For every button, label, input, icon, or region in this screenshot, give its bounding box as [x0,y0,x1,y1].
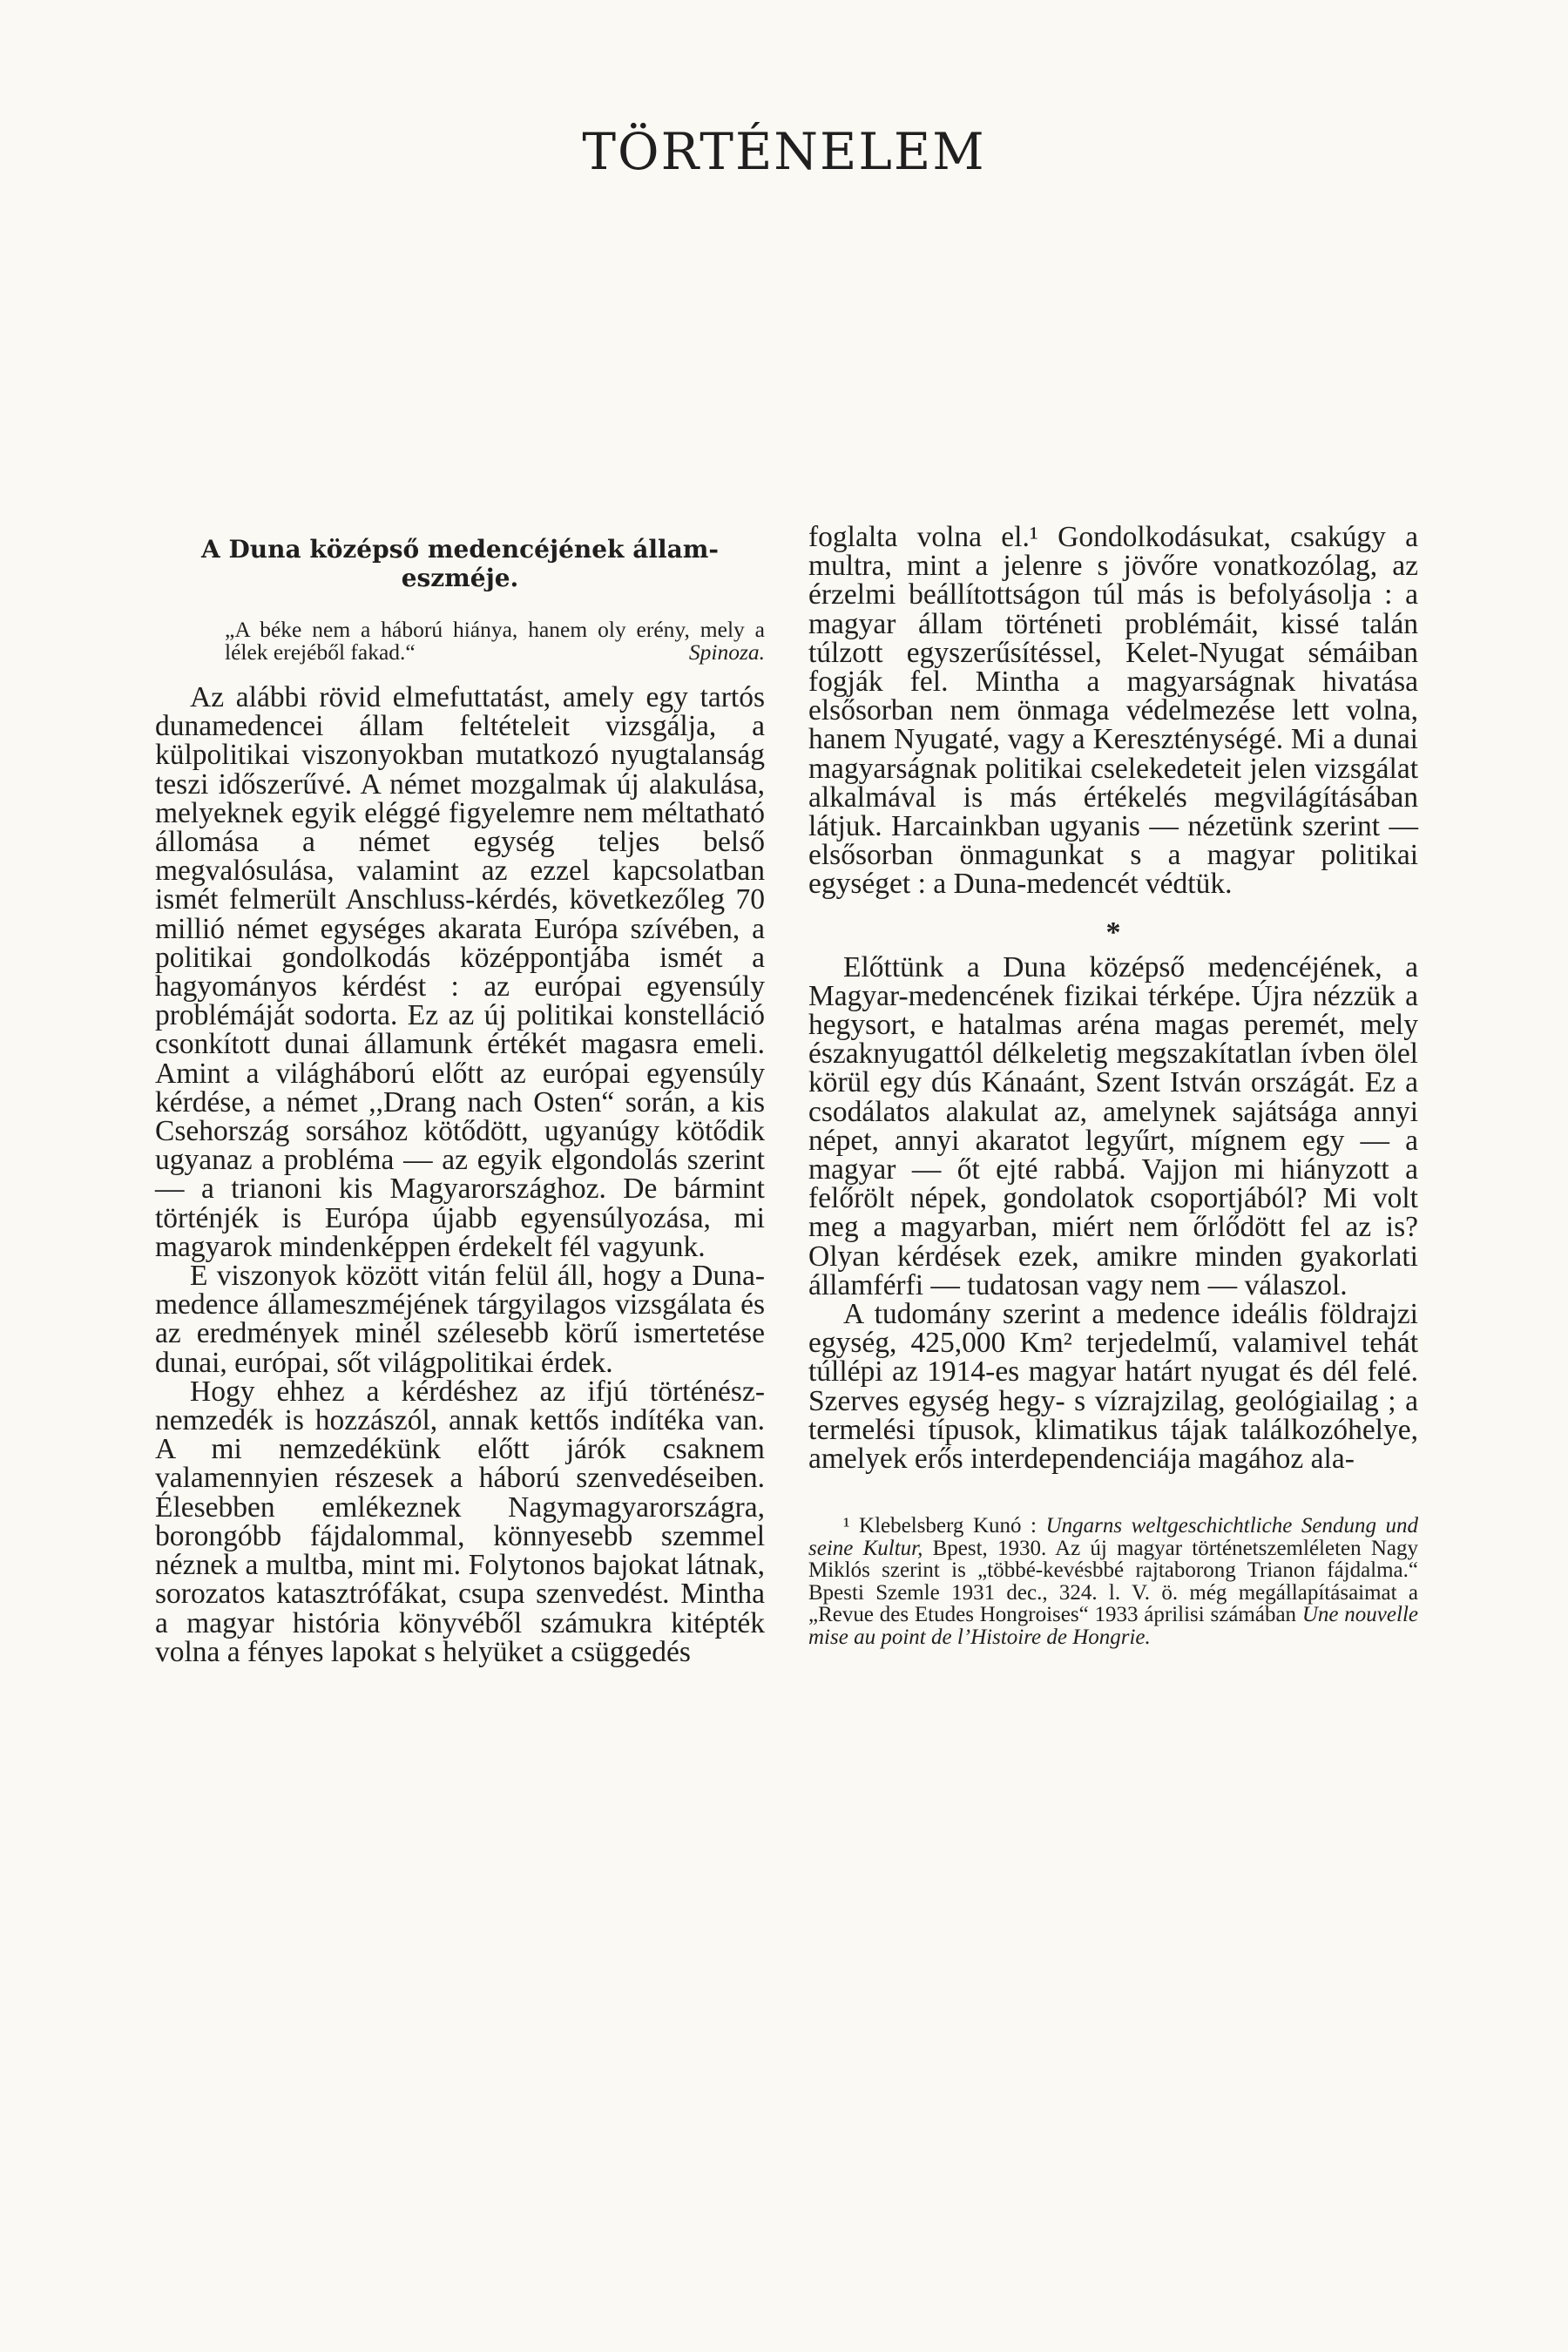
footnote-marker: ¹ [843,1514,850,1538]
epigraph [225,618,765,664]
article-title: A Duna középső medencéjének állam-eszméje. [200,535,720,592]
footnote-cited-article: Une nouvelle mise au point de l’Histoire de Hongrie. [808,1603,1418,1649]
paragraph: E viszonyok között vitán felül áll, hogy a Duna-medence állameszméjének tárgyilagos vizsgálata és az eredmények minél szélesebb körű ismertetése dunai, európai, sőt világpolitikai érdek. [155,1260,765,1379]
paragraph: A tudomány szerint a medence ideális földrajzi egység, 425,000 Km² terjedelmű, valamivel tehát túllépi az 1914-es magyar határt nyugat és dél felé. Szerves egység hegy- s vízrajzilag, geológiailag ; a termelési típusok, klimatikus tájak találkozóhelye, amelyek erős interdependenciája magához ala- [808,1298,1418,1476]
footnote [808,1515,1418,1648]
paragraph: Előttünk a Duna középső medencéjének, a Magyar-medencének fizikai térképe. Újra nézzük a hegysort, e hatalmas aréna magas peremét, mely északnyugattól délkeletig megszakítatlan ívben ölel körül egy dús Kánaánt, Szent István országát. Ez a csodálatos alakulat az, amelynek sajátsága annyi népet, annyi akaratot legyűrt, mígnem egy — a magyar — őt ejté rabbá. Vajjon mi hiányzott a felőrölt népek, gondolatok csoportjából? Mi volt meg a magyarban, miért nem őrlődött fel az is? Olyan kérdések ezek, amikre minden gyakorlati államférfi — tudatosan vagy nem — válaszol. [808,950,1418,1301]
footnote-text: Bpest, 1930. Az új magyar történetszemléleten Nagy Miklós szerint is „többé-kevésbbé rajtaborong Trianon fájdalma.“ Bpesti Szemle 1931 dec., 324. l. V. ö. még megállapításaimat a „Revue des Etudes Hongroises“ 1933 áprilisi számában [808,1536,1418,1627]
paragraph: Hogy ehhez a kérdéshez az ifjú történész-nemzedék is hozzászól, annak kettős indítéka van. A mi nemzedékünk előtt járók csaknem valamennyien részesek a háború szenvedéseiben. Élesebben emlékeznek Nagymagyarországra, borongóbb fájdalommal, könnyesebb szemmel néznek a multba, mint mi. Folytonos bajokat látnak, sorozatos katasztrófákat, csupa szenvedést. Mintha a magyar história könyvéből számukra kitépték volna a fényes lapokat s helyüket a csüggedés [155,1375,765,1668]
paragraph: Az alábbi rövid elmefuttatást, amely egy tartós dunamedencei állam feltételeit vizsgálja, a külpolitikai viszonyokban mutatkozó nyugtalanság teszi időszerűvé. A német mozgalmak új alakulása, melyeknek egyik eléggé figyelemre nem méltatható állomása a német egység teljes belső megvalósulása, valamint az ezzel kapcsolatban ismét felmerült Anschluss-kérdés, következőleg 70 millió német egységes akarata Európa szívében, a politikai gondolkodás középpontjába ismét a hagyományos kérdést : az európai egyensúly problémáját sodorta. Ez az új politikai konstelláció csonkított dunai államunk értékét magasra emeli. Amint a világháború előtt az európai egyensúly kérdése, a német ,,Drang nach Osten“ során, a kis Csehország sorsához kötődött, ugyanúgy kötődik ugyanaz a probléma — az egyik elgondolás szerint — a trianoni kis Magyarországhoz. De bármint történjék is Európa újabb egyensúlyozása, mi magyarok mindenképpen érdekelt fél vagyunk. [155,681,765,1263]
epigraph-quote: „A béke nem a háború hiánya, hanem oly erény, mely a lélek erejéből fakad.“ [225,617,765,665]
footnote-cited-title: Ungarns weltgeschichtliche Sendung und seine Kultur, [808,1514,1418,1560]
page-heading: TÖRTÉNELEM [582,122,986,181]
paragraph: foglalta volna el.¹ Gondolkodásukat, csakúgy a multra, mint a jelenre s jövőre vonatkozólag, az érzelmi beállítottságon túl más is befolyásolja : a magyar állam történeti problémáit, kissé talán túlzott egyszerűsítéssel, Kelet-Nyugat sémáiban fogják fel. Mintha a magyarságnak hivatása elsősorban nem önmaga védelmezése lett volna, hanem Nyugaté, vagy a Kereszténységé. Mi a dunai magyarságnak politikai cselekedeteit jelen vizsgálat alkalmával is más értékelés megvilágításában látjuk. Harcainkban ugyanis — nézetünk szerint — elsősorban önmagunkat s a magyar politikai egységet : a Duna-medencét védtük. [808,521,1418,901]
right-column [808,523,1418,1648]
left-column [155,523,765,1666]
footnote-text: Klebelsberg Kunó : [849,1514,1046,1538]
epigraph-author: Spinoza. [688,639,765,665]
section-divider: * [1105,916,1121,949]
